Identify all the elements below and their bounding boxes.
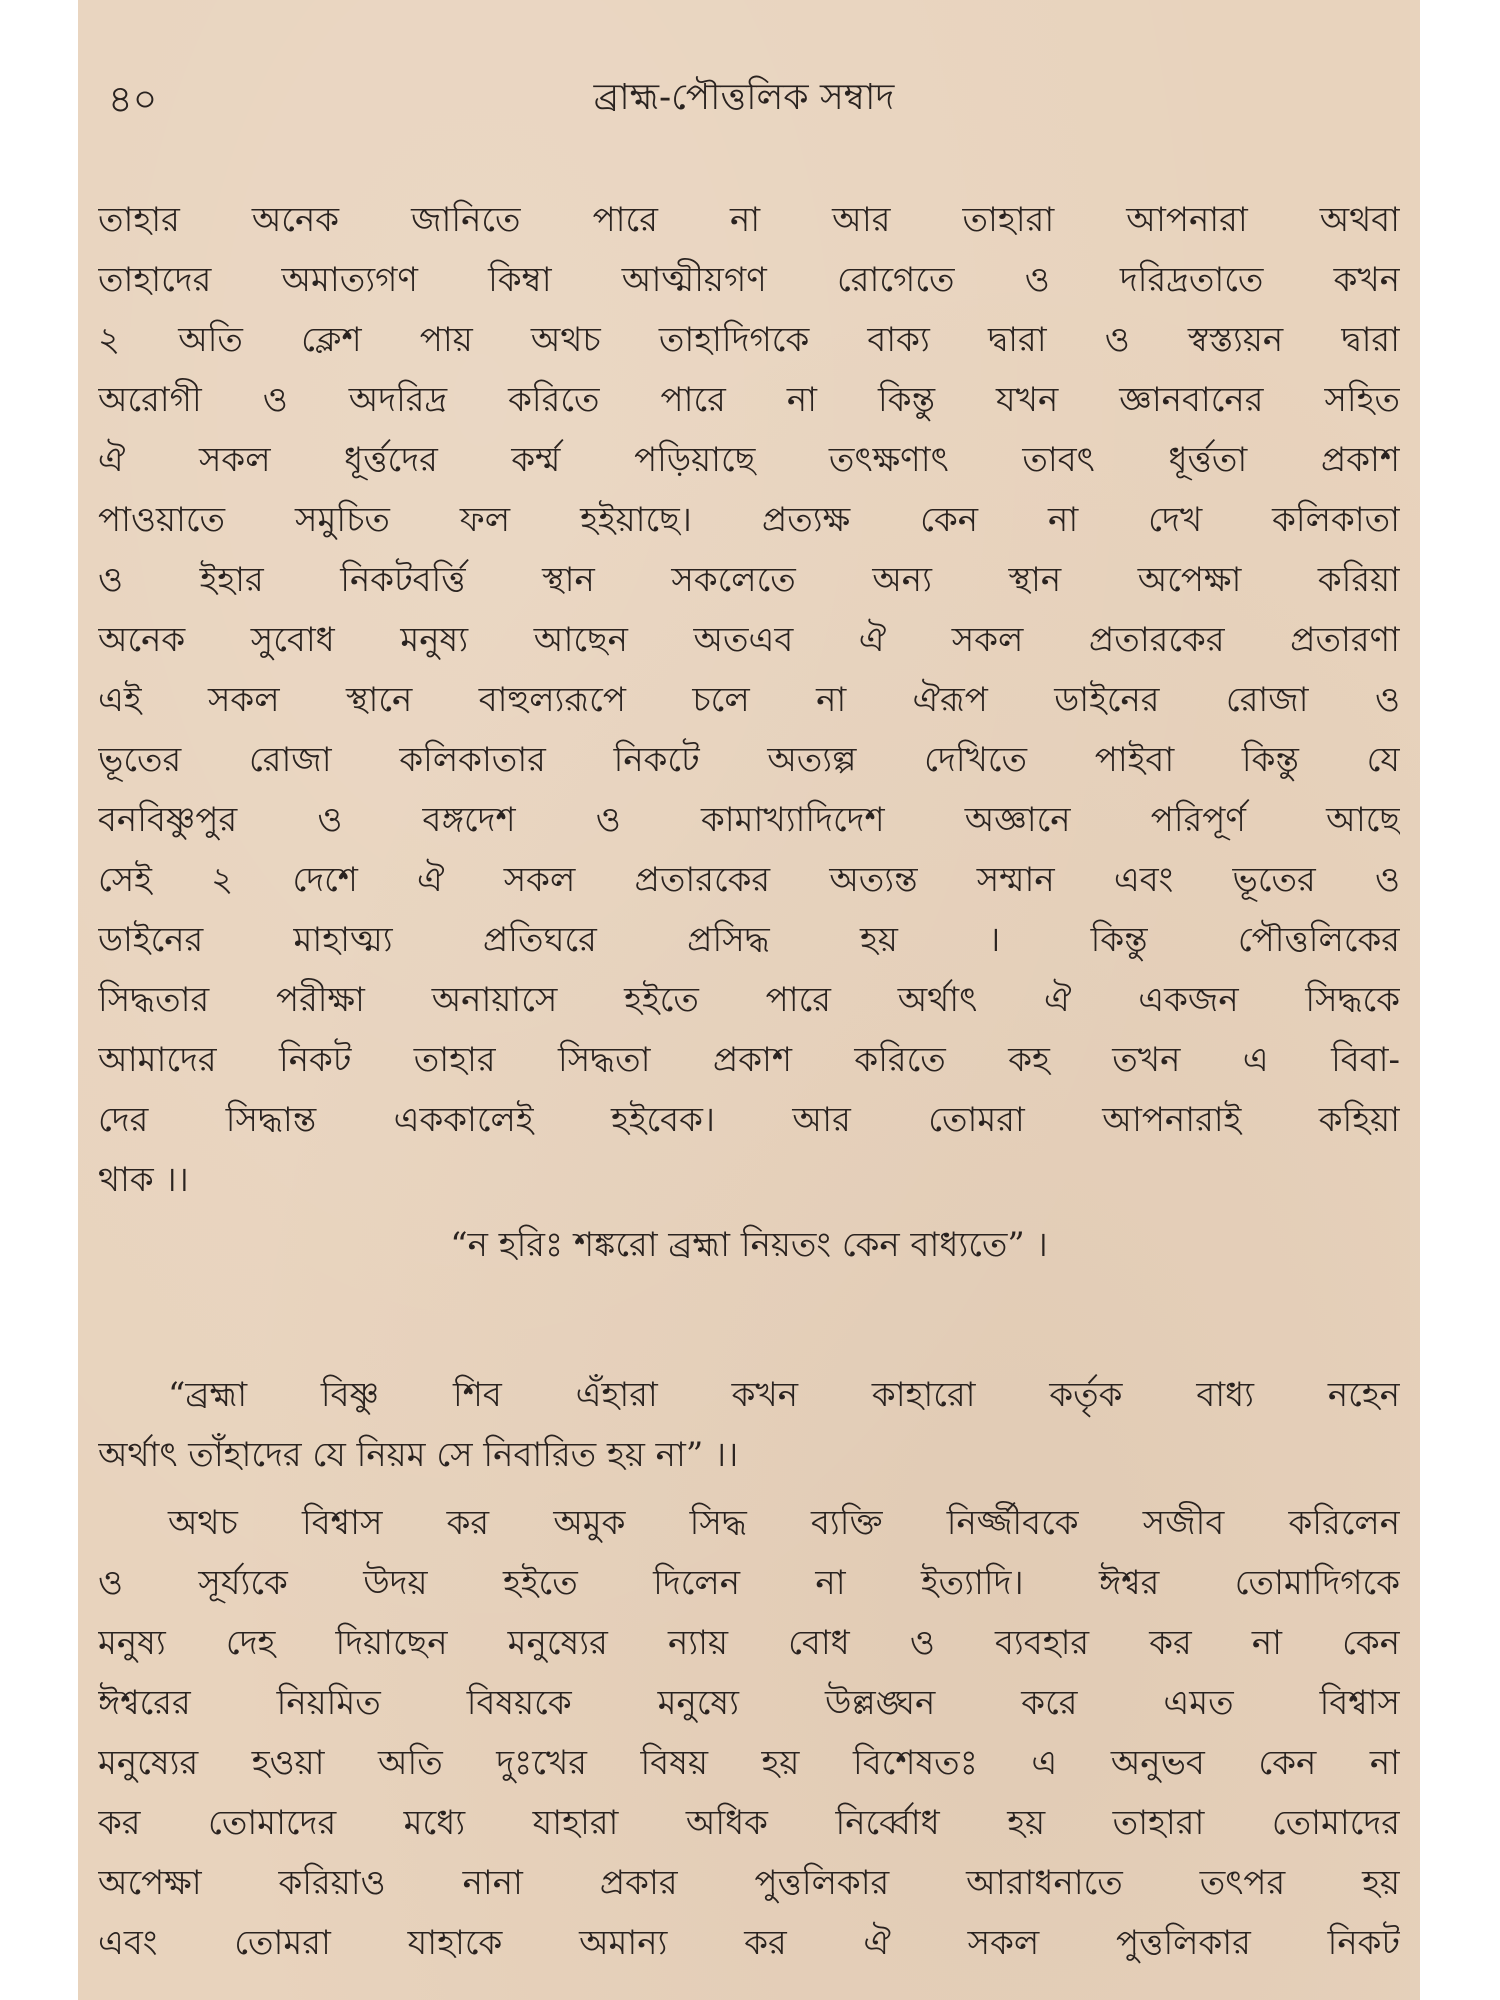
text-line: তাহার অনেক জানিতে পারে না আর তাহারা আপনারা অথবা <box>98 200 1400 240</box>
text-line: সেই ২ দেশে ঐ সকল প্রতারকের অত্যন্ত সম্মান এবং ভূতের ও <box>98 860 1400 900</box>
text-line: ঈশ্বরের নিয়মিত বিষয়কে মনুষ্যে উল্লঙ্ঘন করে এমত বিশ্বাস <box>98 1683 1400 1723</box>
text-line: সিদ্ধতার পরীক্ষা অনায়াসে হইতে পারে অর্থাৎ ঐ একজন সিদ্ধকে <box>98 980 1400 1020</box>
running-title: ব্রাহ্ম-পৌত্তলিক সম্বাদ <box>593 77 895 118</box>
text-line: অরোগী ও অদরিদ্র করিতে পারে না কিন্তু যখন জ্ঞানবানের সহিত <box>98 380 1400 420</box>
text-line: অপেক্ষা করিয়াও নানা প্রকার পুত্তলিকার আরাধনাতে তৎপর হয় <box>98 1863 1400 1903</box>
sanskrit-verse: “ন হরিঃ শঙ্করো ব্রহ্মা নিয়তং কেন বাধ্যতে” । <box>450 1225 1048 1265</box>
text-line: কর তোমাদের মধ্যে যাহারা অধিক নির্ব্বোধ হয় তাহারা তোমাদের <box>98 1803 1400 1843</box>
text-line: ঐ সকল ধূর্ত্তদের কর্ম্ম পড়িয়াছে তৎক্ষণাৎ তাবৎ ধূর্ত্ততা প্রকাশ <box>98 440 1400 480</box>
text-line: ২ অতি ক্লেশ পায় অথচ তাহাদিগকে বাক্য দ্বারা ও স্বস্ত্যয়ন দ্বারা <box>98 320 1400 360</box>
text-line: অথচ বিশ্বাস কর অমুক সিদ্ধ ব্যক্তি নির্জ্জীবকে সজীব করিলেন <box>168 1503 1400 1543</box>
paragraph-3 <box>98 1493 1400 1973</box>
text-line: ও সূর্য্যকে উদয় হইতে দিলেন না ইত্যাদি। ঈশ্বর তোমাদিগকে <box>98 1563 1400 1603</box>
text-line: তাহাদের অমাত্যগণ কিম্বা আত্মীয়গণ রোগেতে ও দরিদ্রতাতে কখন <box>98 260 1400 300</box>
text-line: বনবিষ্ণুপুর ও বঙ্গদেশ ও কামাখ্যাদিদেশ অজ্ঞানে পরিপূর্ণ আছে <box>98 800 1400 840</box>
text-line: এই সকল স্থানে বাহুল্যরূপে চলে না ঐরূপ ডাইনের রোজা ও <box>98 680 1400 720</box>
spacer <box>98 1485 1400 1493</box>
text-line: এবং তোমরা যাহাকে অমান্য কর ঐ সকল পুত্তলিকার নিকট <box>98 1923 1400 1963</box>
text-line: আমাদের নিকট তাহার সিদ্ধতা প্রকাশ করিতে কহ তখন এ বিবা- <box>98 1040 1400 1080</box>
paragraph-2 <box>98 1365 1400 1485</box>
text-line: ভূতের রোজা কলিকাতার নিকটে অত্যল্প দেখিতে পাইবা কিন্তু যে <box>98 740 1400 780</box>
text-line: পাওয়াতে সমুচিত ফল হইয়াছে। প্রত্যক্ষ কেন না দেখ কলিকাতা <box>98 500 1400 540</box>
text-line: মনুষ্যের হওয়া অতি দুঃখের বিষয় হয় বিশেষতঃ এ অনুভব কেন না <box>98 1743 1400 1783</box>
paragraph-1 <box>98 190 1400 1210</box>
text-line: ডাইনের মাহাত্ম্য প্রতিঘরে প্রসিদ্ধ হয় । কিন্তু পৌত্তলিকের <box>98 920 1400 960</box>
text-line: ও ইহার নিকটবর্ত্তি স্থান সকলেতে অন্য স্থান অপেক্ষা করিয়া <box>98 560 1400 600</box>
page-header <box>108 70 1380 130</box>
text-line: অনেক সুবোধ মনুষ্য আছেন অতএব ঐ সকল প্রতারকের প্রতারণা <box>98 620 1400 660</box>
spacer <box>98 1280 1400 1365</box>
text-line: অর্থাৎ তাঁহাদের যে নিয়ম সে নিবারিত হয় না” ।। <box>98 1435 739 1475</box>
text-line: মনুষ্য দেহ দিয়াছেন মনুষ্যের ন্যায় বোধ ও ব্যবহার কর না কেন <box>98 1623 1400 1663</box>
text-line: থাক ।। <box>98 1160 189 1200</box>
page-body <box>98 190 1400 1973</box>
page-number: ৪০ <box>108 77 158 121</box>
text-line: দের সিদ্ধান্ত এককালেই হইবেক। আর তোমরা আপনারাই কহিয়া <box>98 1100 1400 1140</box>
text-line: “ব্রহ্মা বিষ্ণু শিব এঁহারা কখন কাহারো কর্তৃক বাধ্য নহেন <box>168 1375 1400 1415</box>
book-page <box>78 0 1420 2000</box>
